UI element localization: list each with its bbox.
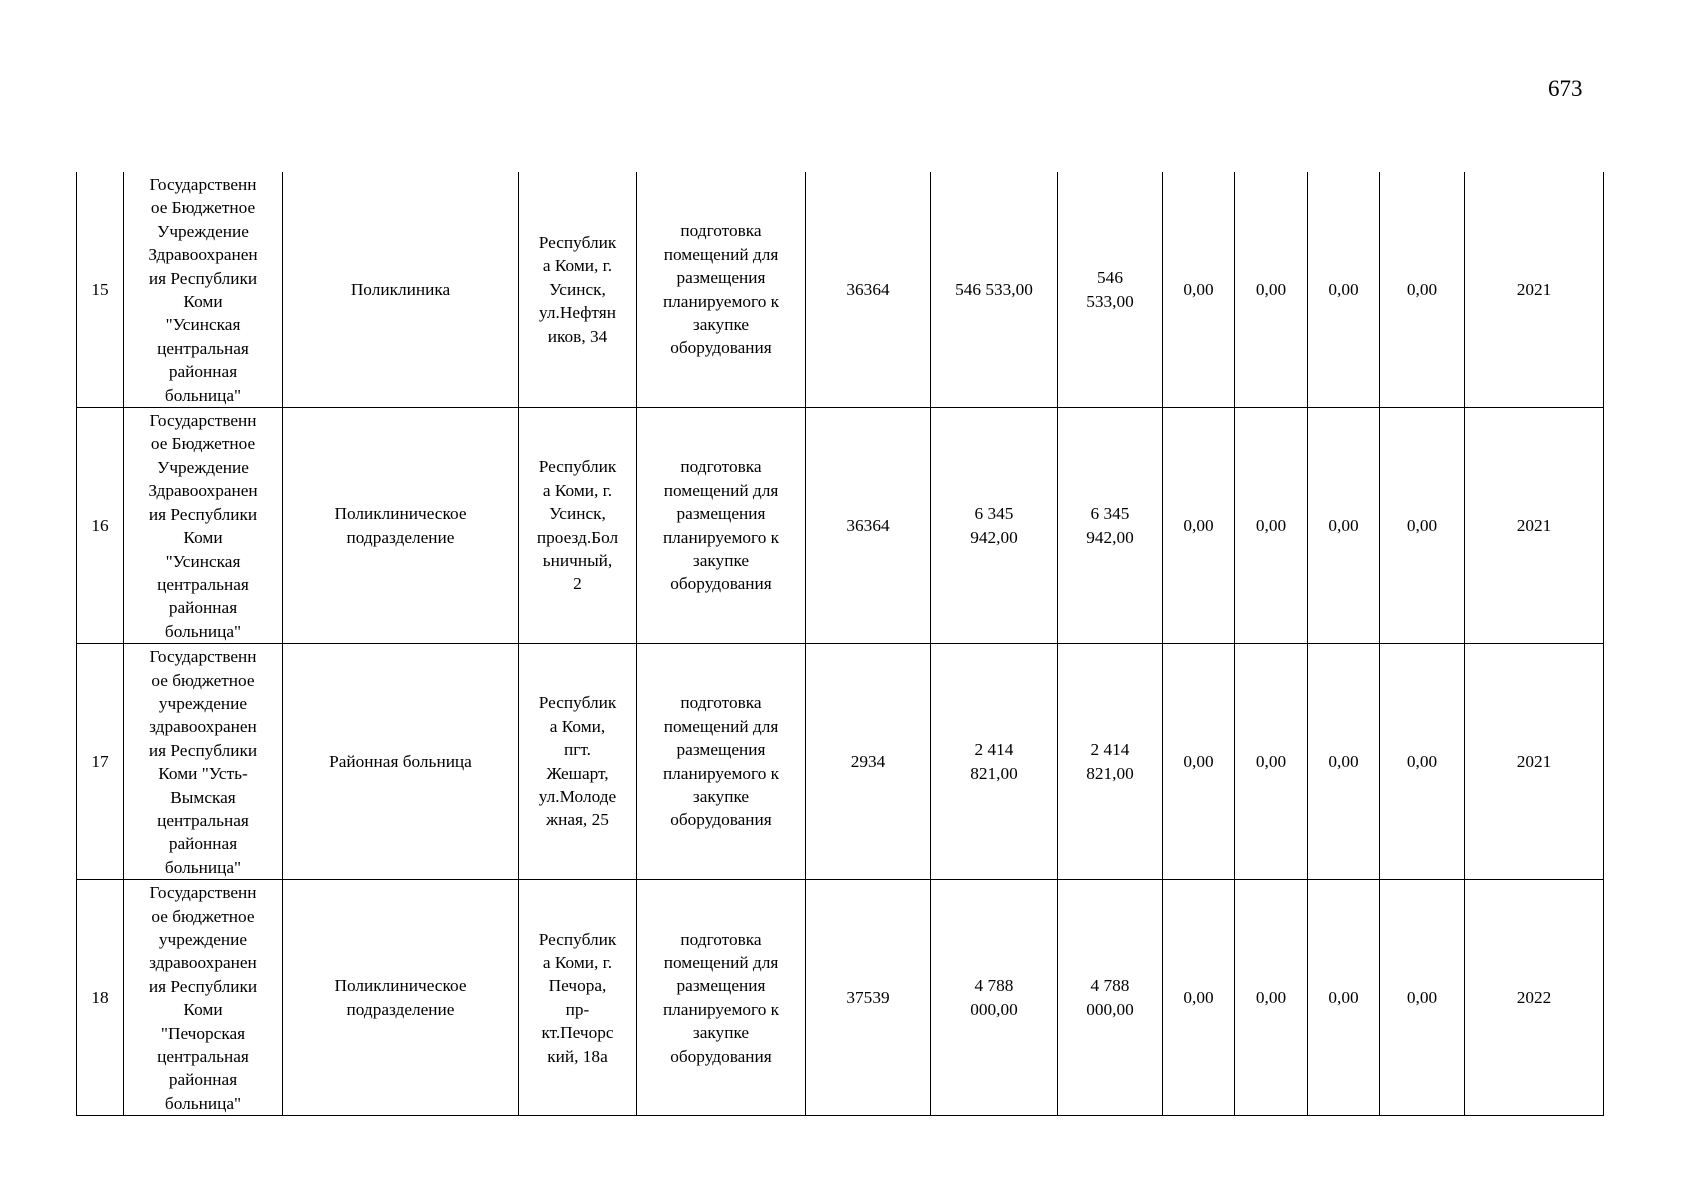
cell-line: центральная — [157, 1047, 249, 1067]
row-number-cell: 15 — [77, 172, 124, 408]
cell-line: учреждение — [158, 693, 248, 713]
cell-line: Здравоохранен — [148, 245, 258, 265]
cell-line: ия Республики — [148, 268, 258, 288]
cell-line: кт.Печорс — [541, 1023, 614, 1043]
year-cell: 2021 — [1465, 172, 1604, 408]
cell-line: помещений для — [663, 716, 779, 736]
value-cell-4: 0,00 — [1380, 644, 1465, 880]
value-cell-2: 0,00 — [1235, 172, 1308, 408]
cell-line: проезд.Бол — [536, 527, 619, 547]
cell-line: подготовка — [680, 929, 762, 949]
value-cell-2: 0,00 — [1235, 880, 1308, 1116]
cell-line: ул.Нефтян — [539, 303, 616, 323]
cell-line: планируемого к — [662, 527, 780, 547]
table-row — [77, 644, 1604, 880]
cell-line: "Печорская — [160, 1023, 246, 1043]
cell-line: Коми — [183, 528, 223, 548]
cell-line: 546 — [1097, 268, 1123, 288]
cell-line: ул.Молоде — [538, 787, 617, 807]
organization-cell — [124, 880, 283, 1116]
year-cell: 2022 — [1465, 880, 1604, 1116]
value-cell-1: 0,00 — [1163, 408, 1235, 644]
cell-line: районная — [168, 1070, 238, 1090]
cell-line: 821,00 — [970, 763, 1018, 783]
organization-cell — [124, 172, 283, 408]
cell-line: оборудования — [670, 810, 772, 830]
cell-line: учреждение — [158, 930, 248, 949]
purpose-cell — [637, 172, 806, 408]
cell-line: 000,00 — [1086, 999, 1134, 1019]
cell-line: а Коми, — [549, 716, 606, 736]
cell-line: Республик — [538, 929, 617, 949]
cell-line: 2 414 — [1090, 740, 1130, 760]
value-cell-1: 0,00 — [1163, 172, 1235, 408]
unit-cell — [283, 408, 519, 644]
cell-line: Государственн — [149, 175, 257, 194]
value-cell-4: 0,00 — [1380, 172, 1465, 408]
address-cell — [519, 644, 637, 880]
code-cell: 36364 — [806, 172, 931, 408]
cell-line: 2 414 — [974, 740, 1014, 760]
table-body — [77, 172, 1604, 1116]
amount-cell — [1058, 644, 1163, 880]
cell-line: центральная — [157, 338, 249, 358]
unit-cell — [283, 644, 519, 880]
cell-line: больница" — [164, 857, 242, 877]
row-number-cell: 17 — [77, 644, 124, 880]
cell-line: подготовка — [680, 221, 762, 241]
cell-line: 942,00 — [1086, 527, 1134, 547]
cell-line: Вымская — [170, 787, 236, 807]
cell-line: 942,00 — [970, 527, 1018, 547]
value-cell-3: 0,00 — [1308, 172, 1380, 408]
cell-line: а Коми, г. — [542, 952, 613, 972]
value-cell-3: 0,00 — [1308, 408, 1380, 644]
cell-line: помещений для — [663, 244, 779, 264]
cell-line: Республик — [538, 457, 617, 477]
cell-line: Республик — [538, 693, 617, 713]
row-number-cell: 16 — [77, 408, 124, 644]
year-cell: 2021 — [1465, 408, 1604, 644]
cell-line: Коми "Усть- — [158, 764, 248, 784]
cell-line: Здравоохранен — [148, 481, 258, 501]
value-cell-3: 0,00 — [1308, 644, 1380, 880]
address-cell — [519, 408, 637, 644]
cell-line: 6 345 — [1090, 504, 1130, 524]
total-amount-cell — [931, 408, 1058, 644]
cell-line: центральная — [157, 810, 249, 830]
cell-line: размещения — [676, 976, 766, 996]
value-cell-3: 0,00 — [1308, 880, 1380, 1116]
value-cell-1: 0,00 — [1163, 880, 1235, 1116]
cell-line: больница" — [164, 385, 242, 405]
cell-line: ое Бюджетное — [150, 198, 256, 218]
cell-line: размещения — [676, 504, 766, 524]
value-cell-2: 0,00 — [1235, 644, 1308, 880]
cell-line: закупке — [692, 1023, 750, 1043]
cell-line: ое бюджетное — [151, 670, 255, 690]
year-cell: 2021 — [1465, 644, 1604, 880]
cell-line: больница" — [164, 1093, 242, 1113]
page-number: 673 — [1548, 76, 1583, 101]
table-row — [77, 880, 1604, 1116]
facilities-table — [76, 172, 1604, 1116]
cell-line: здравоохранен — [149, 717, 257, 737]
cell-line: районная — [168, 598, 238, 618]
cell-line: помещений для — [663, 952, 779, 972]
address-cell — [519, 172, 637, 408]
cell-line: ое бюджетное — [151, 906, 255, 926]
cell-line: закупке — [692, 551, 750, 570]
cell-line: районная — [168, 834, 238, 854]
cell-line: Поликлиническое — [334, 504, 467, 524]
total-amount-cell — [931, 644, 1058, 880]
cell-line: ия Республики — [148, 740, 258, 760]
purpose-cell — [637, 644, 806, 880]
cell-line: районная — [168, 362, 238, 382]
cell-line: Усинск, — [549, 504, 606, 524]
cell-line: подразделение — [346, 527, 455, 547]
total-amount-cell — [931, 172, 1058, 408]
cell-line: планируемого к — [662, 763, 780, 783]
value-cell-1: 0,00 — [1163, 644, 1235, 880]
cell-line: 533,00 — [1086, 291, 1134, 311]
purpose-cell — [637, 880, 806, 1116]
cell-line: больница" — [164, 621, 242, 641]
amount-cell — [1058, 408, 1163, 644]
cell-line: планируемого к — [662, 291, 780, 311]
cell-line: оборудования — [670, 1046, 772, 1066]
cell-line: помещений для — [663, 480, 779, 500]
total-amount-cell — [931, 880, 1058, 1116]
code-cell: 2934 — [806, 644, 931, 880]
row-number-cell: 18 — [77, 880, 124, 1116]
cell-line: Жешарт, — [546, 763, 609, 783]
cell-line: подготовка — [680, 693, 762, 713]
cell-line: кий, 18а — [547, 1046, 608, 1066]
cell-line: пгт. — [564, 740, 591, 760]
cell-line: Усинск, — [549, 279, 606, 299]
value-cell-4: 0,00 — [1380, 880, 1465, 1116]
cell-line: 4 788 — [974, 976, 1014, 996]
cell-line: размещения — [676, 740, 766, 760]
cell-line: Печора, — [548, 976, 607, 996]
cell-line: 546 533,00 — [955, 279, 1033, 299]
table-row — [77, 408, 1604, 644]
cell-line: подготовка — [680, 457, 762, 477]
cell-line: оборудования — [670, 574, 772, 594]
cell-line: закупке — [692, 787, 750, 807]
cell-line: а Коми, г. — [542, 256, 613, 276]
cell-line: центральная — [157, 574, 249, 594]
cell-line: закупке — [692, 314, 750, 334]
cell-line: подразделение — [346, 999, 455, 1019]
cell-line: "Усинская — [165, 551, 241, 571]
cell-line: Поликлиника — [350, 279, 451, 299]
cell-line: пр- — [565, 999, 590, 1019]
purpose-cell — [637, 408, 806, 644]
cell-line: 821,00 — [1086, 763, 1134, 783]
cell-line: 000,00 — [970, 999, 1018, 1019]
cell-line: 6 345 — [974, 504, 1014, 524]
cell-line: Республик — [538, 233, 617, 253]
cell-line: а Коми, г. — [542, 480, 613, 500]
cell-line: Государственн — [149, 883, 257, 903]
organization-cell — [124, 644, 283, 880]
cell-line: Районная больница — [329, 751, 472, 771]
cell-line: Коми — [183, 292, 223, 312]
cell-line: размещения — [676, 268, 766, 288]
amount-cell — [1058, 172, 1163, 408]
cell-line: 2 — [573, 574, 582, 594]
cell-line: здравоохранен — [149, 953, 257, 973]
address-cell — [519, 880, 637, 1116]
amount-cell — [1058, 880, 1163, 1116]
value-cell-2: 0,00 — [1235, 408, 1308, 644]
cell-line: жная, 25 — [546, 810, 609, 830]
unit-cell — [283, 172, 519, 408]
cell-line: 4 788 — [1090, 976, 1130, 996]
cell-line: Государственн — [149, 647, 257, 667]
cell-line: Учреждение — [157, 457, 249, 477]
cell-line: Поликлиническое — [334, 976, 467, 996]
table-row — [77, 172, 1604, 408]
unit-cell — [283, 880, 519, 1116]
cell-line: иков, 34 — [547, 326, 608, 346]
cell-line: оборудования — [670, 338, 772, 358]
cell-line: Государственн — [149, 411, 257, 431]
cell-line: Учреждение — [157, 221, 249, 241]
cell-line: ьничный, — [542, 551, 613, 570]
cell-line: "Усинская — [165, 315, 241, 335]
code-cell: 37539 — [806, 880, 931, 1116]
code-cell: 36364 — [806, 408, 931, 644]
cell-line: Коми — [183, 1000, 223, 1020]
cell-line: ия Республики — [148, 504, 258, 524]
value-cell-4: 0,00 — [1380, 408, 1465, 644]
organization-cell — [124, 408, 283, 644]
cell-line: ое Бюджетное — [150, 434, 256, 454]
cell-line: планируемого к — [662, 999, 780, 1019]
cell-line: ия Республики — [148, 976, 258, 996]
